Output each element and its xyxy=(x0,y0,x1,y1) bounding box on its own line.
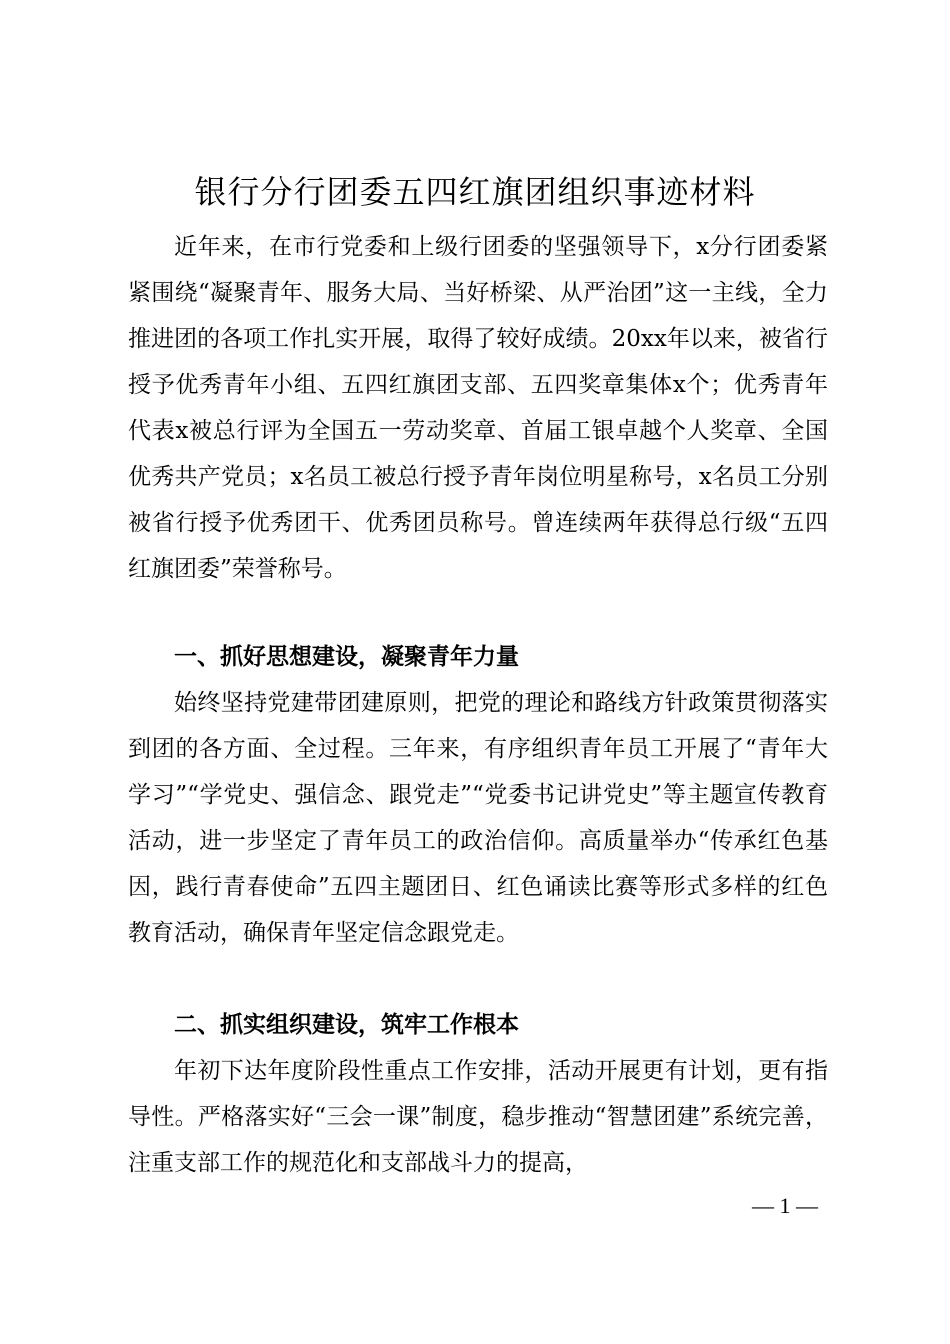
page-number: — 1 — xyxy=(752,1193,818,1218)
section-body-1: 始终坚持党建带团建原则，把党的理论和路线方针政策贯彻落实到团的各方面、全过程。三年来，有序组织青年员工开展了“青年大学习”“学党史、强信念、跟党走”“党委书记讲党史”等主题宣传教育活动，进一步坚定了青年员工的政治信仰。高质量举办“传承红色基因，践行青春使命”五四主题团日、红色诵读比赛等形式多样的红色教育活动，确保青年坚定信念跟党走。 xyxy=(128,690,828,946)
section-heading-1: 一、抓好思想建设，凝聚青年力量 xyxy=(174,644,519,670)
section-heading-2: 二、抓实组织建设，筑牢工作根本 xyxy=(174,1012,519,1038)
document-title: 银行分行团委五四红旗团组织事迹材料 xyxy=(194,173,756,211)
section-body-2: 年初下达年度阶段性重点工作安排，活动开展更有计划，更有指导性。严格落实好“三会一课”制度，稳步推动“智慧团建”系统完善，注重支部工作的规范化和支部战斗力的提高， xyxy=(128,1058,828,1176)
intro-paragraph: 近年来，在市行党委和上级行团委的坚强领导下，x分行团委紧紧围绕“凝聚青年、服务大局、当好桥梁、从严治团”这一主线，全力推进团的各项工作扎实开展，取得了较好成绩。20xx年以来，被省行授予优秀青年小组、五四红旗团支部、五四奖章集体x个；优秀青年代表x被总行评为全国五一劳动奖章、首届工银卓越个人奖章、全国优秀共产党员；x名员工被总行授予青年岗位明星称号，x名员工分别被省行授予优秀团干、优秀团员称号。曾连续两年获得总行级“五四红旗团委”荣誉称号。 xyxy=(128,234,828,582)
